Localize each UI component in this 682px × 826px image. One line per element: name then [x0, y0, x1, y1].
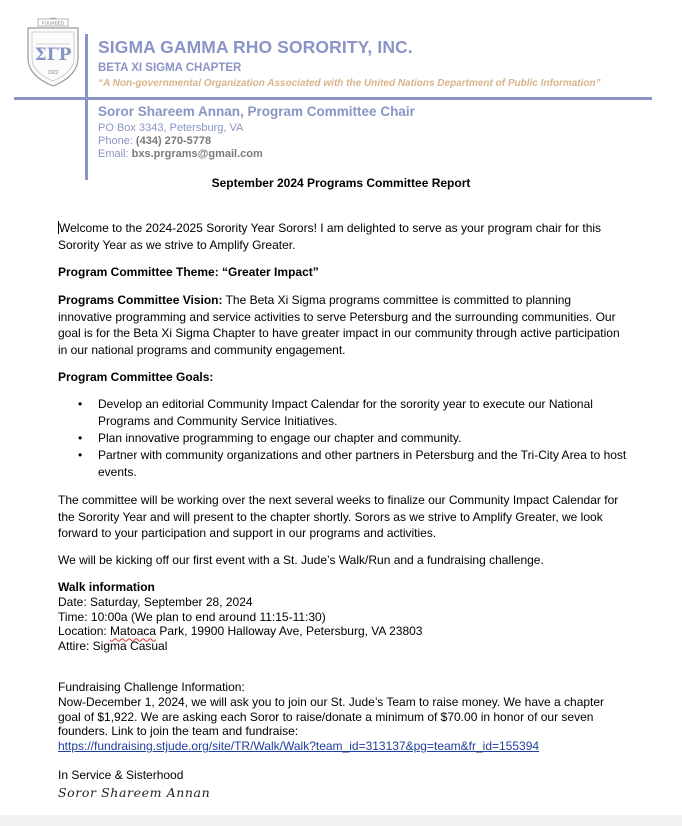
program-theme: Program Committee Theme: “Greater Impact” — [58, 265, 319, 279]
bullet-icon: • — [78, 397, 83, 411]
intro-text: Welcome to the 2024-2025 Sorority Year Sorors! I am delighted to serve as your program chair for this Sorority Year as we strive to Amplify Greater. — [58, 221, 602, 252]
walk-heading: Walk information — [58, 580, 155, 594]
organization-tagline: “A Non-governmental Organization Associated with the United Nations Department of Public Information” — [98, 78, 601, 89]
po-box-address: PO Box 3343, Petersburg, VA — [98, 122, 244, 134]
email-line — [98, 148, 263, 160]
bullet-icon: • — [78, 448, 83, 462]
vision-paragraph — [58, 292, 628, 358]
location-park-spellcheck: Matoaca — [110, 624, 157, 639]
fundraising-line: founders. Link to join the team and fundraise: — [58, 724, 299, 739]
phone-number: (434) 270-5778 — [135, 135, 212, 147]
fundraising-line: Now-December 1, 2024, we will ask you to join our St. Jude’s Team to raise money. We have a chapter — [58, 694, 605, 709]
walk-information-block — [58, 580, 422, 654]
walk-attire: Attire: Sigma Casual — [58, 639, 168, 654]
location-address: Park, 19900 Halloway Ave, Petersburg, VA 23803 — [156, 624, 423, 639]
signature: Soror Shareem Annan — [58, 785, 211, 800]
walk-location — [58, 624, 422, 639]
goal-text: Partner with community organizations and other partners in Petersburg and the Tri-City Area to host events. — [98, 448, 627, 479]
closing-salutation: In Service & Sisterhood — [58, 768, 184, 782]
email-label: Email: — [98, 148, 132, 160]
fundraising-link[interactable]: https://fundraising.stjude.org/site/TR/Walk/Walk?team_id=313137&pg=team&fr_id=155394 — [58, 739, 540, 754]
fundraising-block — [58, 680, 604, 754]
goals-heading: Program Committee Goals: — [58, 370, 214, 384]
vision-text: The Beta Xi Sigma programs committee is committed to planning innovative programming and service activities to serve Petersburg and the surrounding communities. Our goal is for the Beta Xi Sigma Chapter to have greater impact in our community through active participation in our national programs and community engagement. — [58, 293, 620, 357]
committee-paragraph: The committee will be working over the next several weeks to finalize our Community Impact Calendar for the Sorority Year and will present to the chapter shortly. Sorors as we strive to Amplify Greater, we look forward to your participation and support in our programs and activities. — [58, 493, 619, 540]
organization-name: SIGMA GAMMA RHO SORORITY, INC. — [98, 37, 413, 57]
intro-paragraph[interactable] — [58, 220, 628, 253]
goal-text: Plan innovative programming to engage our chapter and community. — [98, 431, 462, 445]
vision-label: Programs Committee Vision: — [58, 293, 223, 307]
walk-time: Time: 10:00a (We plan to end around 11:15-11:30) — [58, 609, 326, 624]
phone-line — [98, 135, 211, 147]
svg-text:FOUNDED: FOUNDED — [41, 20, 65, 26]
svg-text:1922: 1922 — [47, 70, 59, 76]
sorority-crest-logo — [20, 14, 86, 88]
page-bottom-edge — [0, 815, 682, 826]
letterhead-vertical-rule — [85, 34, 88, 180]
walk-date: Date: Saturday, September 28, 2024 — [58, 594, 253, 609]
committee-chair-name: Soror Shareem Annan, Program Committee Chair — [98, 104, 415, 119]
fundraising-line: goal of $1,922. We are asking each Soror to raise/donate a minimum of $70.00 in honor of our seven — [58, 709, 594, 724]
phone-label: Phone: — [98, 135, 136, 147]
email-address: bxs.prgrams@gmail.com — [131, 148, 263, 160]
location-label: Location: — [58, 624, 111, 639]
letterhead-horizontal-rule — [14, 97, 652, 100]
report-title: September 2024 Programs Committee Report — [211, 176, 471, 190]
svg-text:ΣΓΡ: ΣΓΡ — [34, 45, 72, 65]
fundraising-heading: Fundraising Challenge Information: — [58, 680, 245, 694]
chapter-name: BETA XI SIGMA CHAPTER — [98, 62, 242, 74]
kickoff-paragraph: We will be kicking off our first event with a St. Jude’s Walk/Run and a fundraising challenge. — [58, 553, 544, 567]
goal-text: Develop an editorial Community Impact Calendar for the sorority year to execute our National Programs and Community Service Initiatives. — [98, 397, 593, 428]
bullet-icon: • — [78, 431, 83, 445]
